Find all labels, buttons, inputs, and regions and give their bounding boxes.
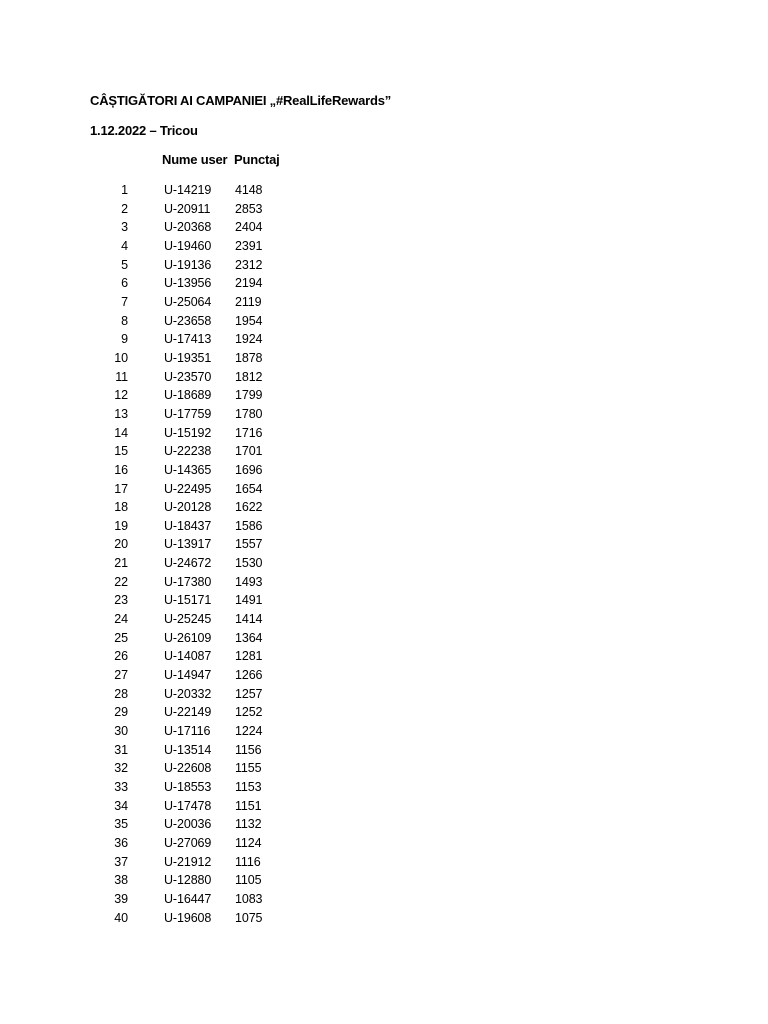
- user-cell: U-21912: [164, 854, 212, 869]
- score-cell: 1530: [235, 556, 263, 571]
- rank-cell: 38: [114, 873, 128, 888]
- rank-cell: 23: [114, 593, 128, 608]
- table-row: [0, 386, 768, 405]
- rank-cell: 5: [121, 257, 128, 272]
- table-row: [0, 815, 768, 834]
- user-cell: U-15171: [164, 593, 212, 608]
- score-cell: 1696: [235, 462, 263, 477]
- score-cell: 1557: [235, 537, 263, 552]
- table-row: [0, 461, 768, 480]
- rank-cell: 4: [121, 238, 128, 253]
- user-cell: U-23658: [164, 313, 212, 328]
- user-cell: U-23570: [164, 369, 212, 384]
- score-cell: 1075: [235, 910, 263, 925]
- user-cell: U-13917: [164, 537, 212, 552]
- rank-cell: 15: [114, 444, 128, 459]
- table-row: [0, 293, 768, 312]
- table-row: [0, 591, 768, 610]
- user-cell: U-15192: [164, 425, 212, 440]
- rank-cell: 22: [114, 574, 128, 589]
- rank-cell: 37: [114, 854, 128, 869]
- rank-cell: 9: [121, 332, 128, 347]
- user-cell: U-20128: [164, 500, 212, 515]
- rank-cell: 11: [115, 369, 128, 384]
- user-cell: U-25245: [164, 612, 212, 627]
- user-cell: U-18553: [164, 780, 212, 794]
- score-cell: 2391: [235, 238, 263, 253]
- user-cell: U-13956: [164, 276, 212, 291]
- table-row: [0, 554, 768, 573]
- rank-cell: 29: [114, 705, 128, 720]
- rank-cell: 2: [121, 201, 128, 216]
- rank-cell: 21: [114, 556, 128, 571]
- user-cell: U-14087: [164, 649, 212, 664]
- table-row: [0, 330, 768, 349]
- rank-cell: 33: [114, 780, 128, 794]
- score-cell: 2194: [235, 276, 263, 291]
- score-cell: 1878: [235, 350, 263, 365]
- table-row: [0, 909, 768, 928]
- table-row: [0, 890, 768, 909]
- user-cell: U-12880: [164, 873, 212, 888]
- column-header-score: Punctaj: [234, 152, 280, 167]
- rank-cell: 20: [114, 537, 128, 552]
- score-cell: 1156: [235, 742, 262, 757]
- rank-cell: 14: [114, 425, 128, 440]
- user-cell: U-18437: [164, 518, 212, 533]
- table-row: [0, 797, 768, 816]
- table-row: [0, 778, 768, 797]
- user-cell: U-20036: [164, 817, 212, 832]
- user-cell: U-17413: [164, 332, 212, 347]
- table-row: [0, 424, 768, 443]
- rank-cell: 24: [114, 612, 128, 627]
- rank-cell: 36: [114, 835, 128, 850]
- rank-cell: 16: [114, 462, 128, 477]
- table-row: [0, 703, 768, 722]
- rank-cell: 7: [121, 294, 128, 309]
- user-cell: U-20332: [164, 686, 212, 701]
- user-cell: U-17759: [164, 406, 212, 421]
- rank-cell: 25: [114, 630, 128, 645]
- winners-table: [0, 181, 768, 927]
- score-cell: 1414: [235, 612, 263, 627]
- table-row: [0, 442, 768, 461]
- score-cell: 1083: [235, 891, 263, 906]
- rank-cell: 34: [114, 798, 128, 813]
- rank-cell: 39: [114, 891, 128, 906]
- table-row: [0, 629, 768, 648]
- score-cell: 1151: [235, 798, 262, 813]
- user-cell: U-17380: [164, 574, 212, 589]
- rank-cell: 30: [114, 724, 128, 739]
- user-cell: U-22238: [164, 444, 212, 459]
- score-cell: 1132: [235, 817, 262, 832]
- rank-cell: 28: [114, 686, 128, 701]
- table-row: [0, 666, 768, 685]
- table-row: [0, 256, 768, 275]
- rank-cell: 27: [114, 668, 128, 683]
- rank-cell: 19: [114, 518, 128, 533]
- user-cell: U-22608: [164, 761, 212, 776]
- score-cell: 1799: [235, 388, 263, 403]
- table-row: [0, 312, 768, 331]
- table-row: [0, 200, 768, 219]
- user-cell: U-19351: [164, 350, 212, 365]
- table-row: [0, 349, 768, 368]
- user-cell: U-17478: [164, 798, 212, 813]
- score-cell: 1155: [235, 761, 262, 776]
- rank-cell: 32: [114, 761, 128, 776]
- table-row: [0, 218, 768, 237]
- score-cell: 1257: [235, 686, 263, 701]
- score-cell: 1266: [235, 668, 263, 683]
- column-header-user: Nume user: [162, 152, 228, 167]
- table-row: [0, 498, 768, 517]
- user-cell: U-14947: [164, 668, 212, 683]
- user-cell: U-26109: [164, 630, 212, 645]
- table-row: [0, 237, 768, 256]
- table-row: [0, 517, 768, 536]
- table-row: [0, 871, 768, 890]
- rank-cell: 18: [114, 500, 128, 515]
- user-cell: U-17116: [164, 724, 211, 739]
- user-cell: U-14365: [164, 462, 212, 477]
- score-cell: 1153: [235, 780, 262, 794]
- score-cell: 4148: [235, 183, 263, 197]
- score-cell: 1586: [235, 518, 263, 533]
- table-row: [0, 181, 768, 200]
- user-cell: U-20911: [164, 201, 211, 216]
- user-cell: U-13514: [164, 742, 212, 757]
- rank-cell: 17: [114, 481, 128, 496]
- table-row: [0, 647, 768, 666]
- table-row: [0, 480, 768, 499]
- score-cell: 1701: [235, 444, 263, 459]
- table-row: [0, 853, 768, 872]
- table-row: [0, 685, 768, 704]
- table-row: [0, 535, 768, 554]
- score-cell: 1954: [235, 313, 263, 328]
- rank-cell: 35: [114, 817, 128, 832]
- user-cell: U-19460: [164, 238, 212, 253]
- rank-cell: 1: [121, 183, 128, 197]
- score-cell: 1116: [235, 854, 261, 869]
- table-row: [0, 722, 768, 741]
- score-cell: 1924: [235, 332, 263, 347]
- user-cell: U-25064: [164, 294, 212, 309]
- user-cell: U-22149: [164, 705, 212, 720]
- table-row: [0, 573, 768, 592]
- score-cell: 1124: [235, 835, 262, 850]
- rank-cell: 26: [114, 649, 128, 664]
- user-cell: U-22495: [164, 481, 212, 496]
- user-cell: U-19136: [164, 257, 212, 272]
- rank-cell: 13: [114, 406, 128, 421]
- rank-cell: 8: [121, 313, 128, 328]
- score-cell: 1252: [235, 705, 263, 720]
- score-cell: 1281: [235, 649, 263, 664]
- user-cell: U-27069: [164, 835, 212, 850]
- table-row: [0, 610, 768, 629]
- table-header: [0, 152, 768, 170]
- user-cell: U-24672: [164, 556, 212, 571]
- table-row: [0, 834, 768, 853]
- score-cell: 1654: [235, 481, 263, 496]
- score-cell: 2853: [235, 201, 263, 216]
- rank-cell: 12: [114, 388, 128, 403]
- score-cell: 1812: [235, 369, 263, 384]
- table-row: [0, 368, 768, 387]
- section-title: 1.12.2022 – Tricou: [90, 123, 198, 138]
- score-cell: 1622: [235, 500, 263, 515]
- rank-cell: 31: [114, 742, 128, 757]
- rank-cell: 6: [121, 276, 128, 291]
- table-row: [0, 741, 768, 760]
- rank-cell: 3: [121, 220, 128, 235]
- user-cell: U-14219: [164, 183, 212, 197]
- score-cell: 2312: [235, 257, 263, 272]
- user-cell: U-20368: [164, 220, 212, 235]
- table-row: [0, 405, 768, 424]
- table-row: [0, 274, 768, 293]
- score-cell: 1491: [235, 593, 263, 608]
- score-cell: 1105: [235, 873, 262, 888]
- user-cell: U-18689: [164, 388, 212, 403]
- score-cell: 2404: [235, 220, 263, 235]
- user-cell: U-19608: [164, 910, 212, 925]
- table-row: [0, 759, 768, 778]
- score-cell: 1224: [235, 724, 263, 739]
- score-cell: 1716: [235, 425, 263, 440]
- rank-cell: 10: [114, 350, 128, 365]
- user-cell: U-16447: [164, 891, 212, 906]
- page-title: CÂȘTIGĂTORI AI CAMPANIEI „#RealLifeRewards”: [90, 93, 392, 108]
- rank-cell: 40: [114, 910, 128, 925]
- score-cell: 1493: [235, 574, 263, 589]
- score-cell: 2119: [235, 294, 262, 309]
- score-cell: 1364: [235, 630, 263, 645]
- score-cell: 1780: [235, 406, 263, 421]
